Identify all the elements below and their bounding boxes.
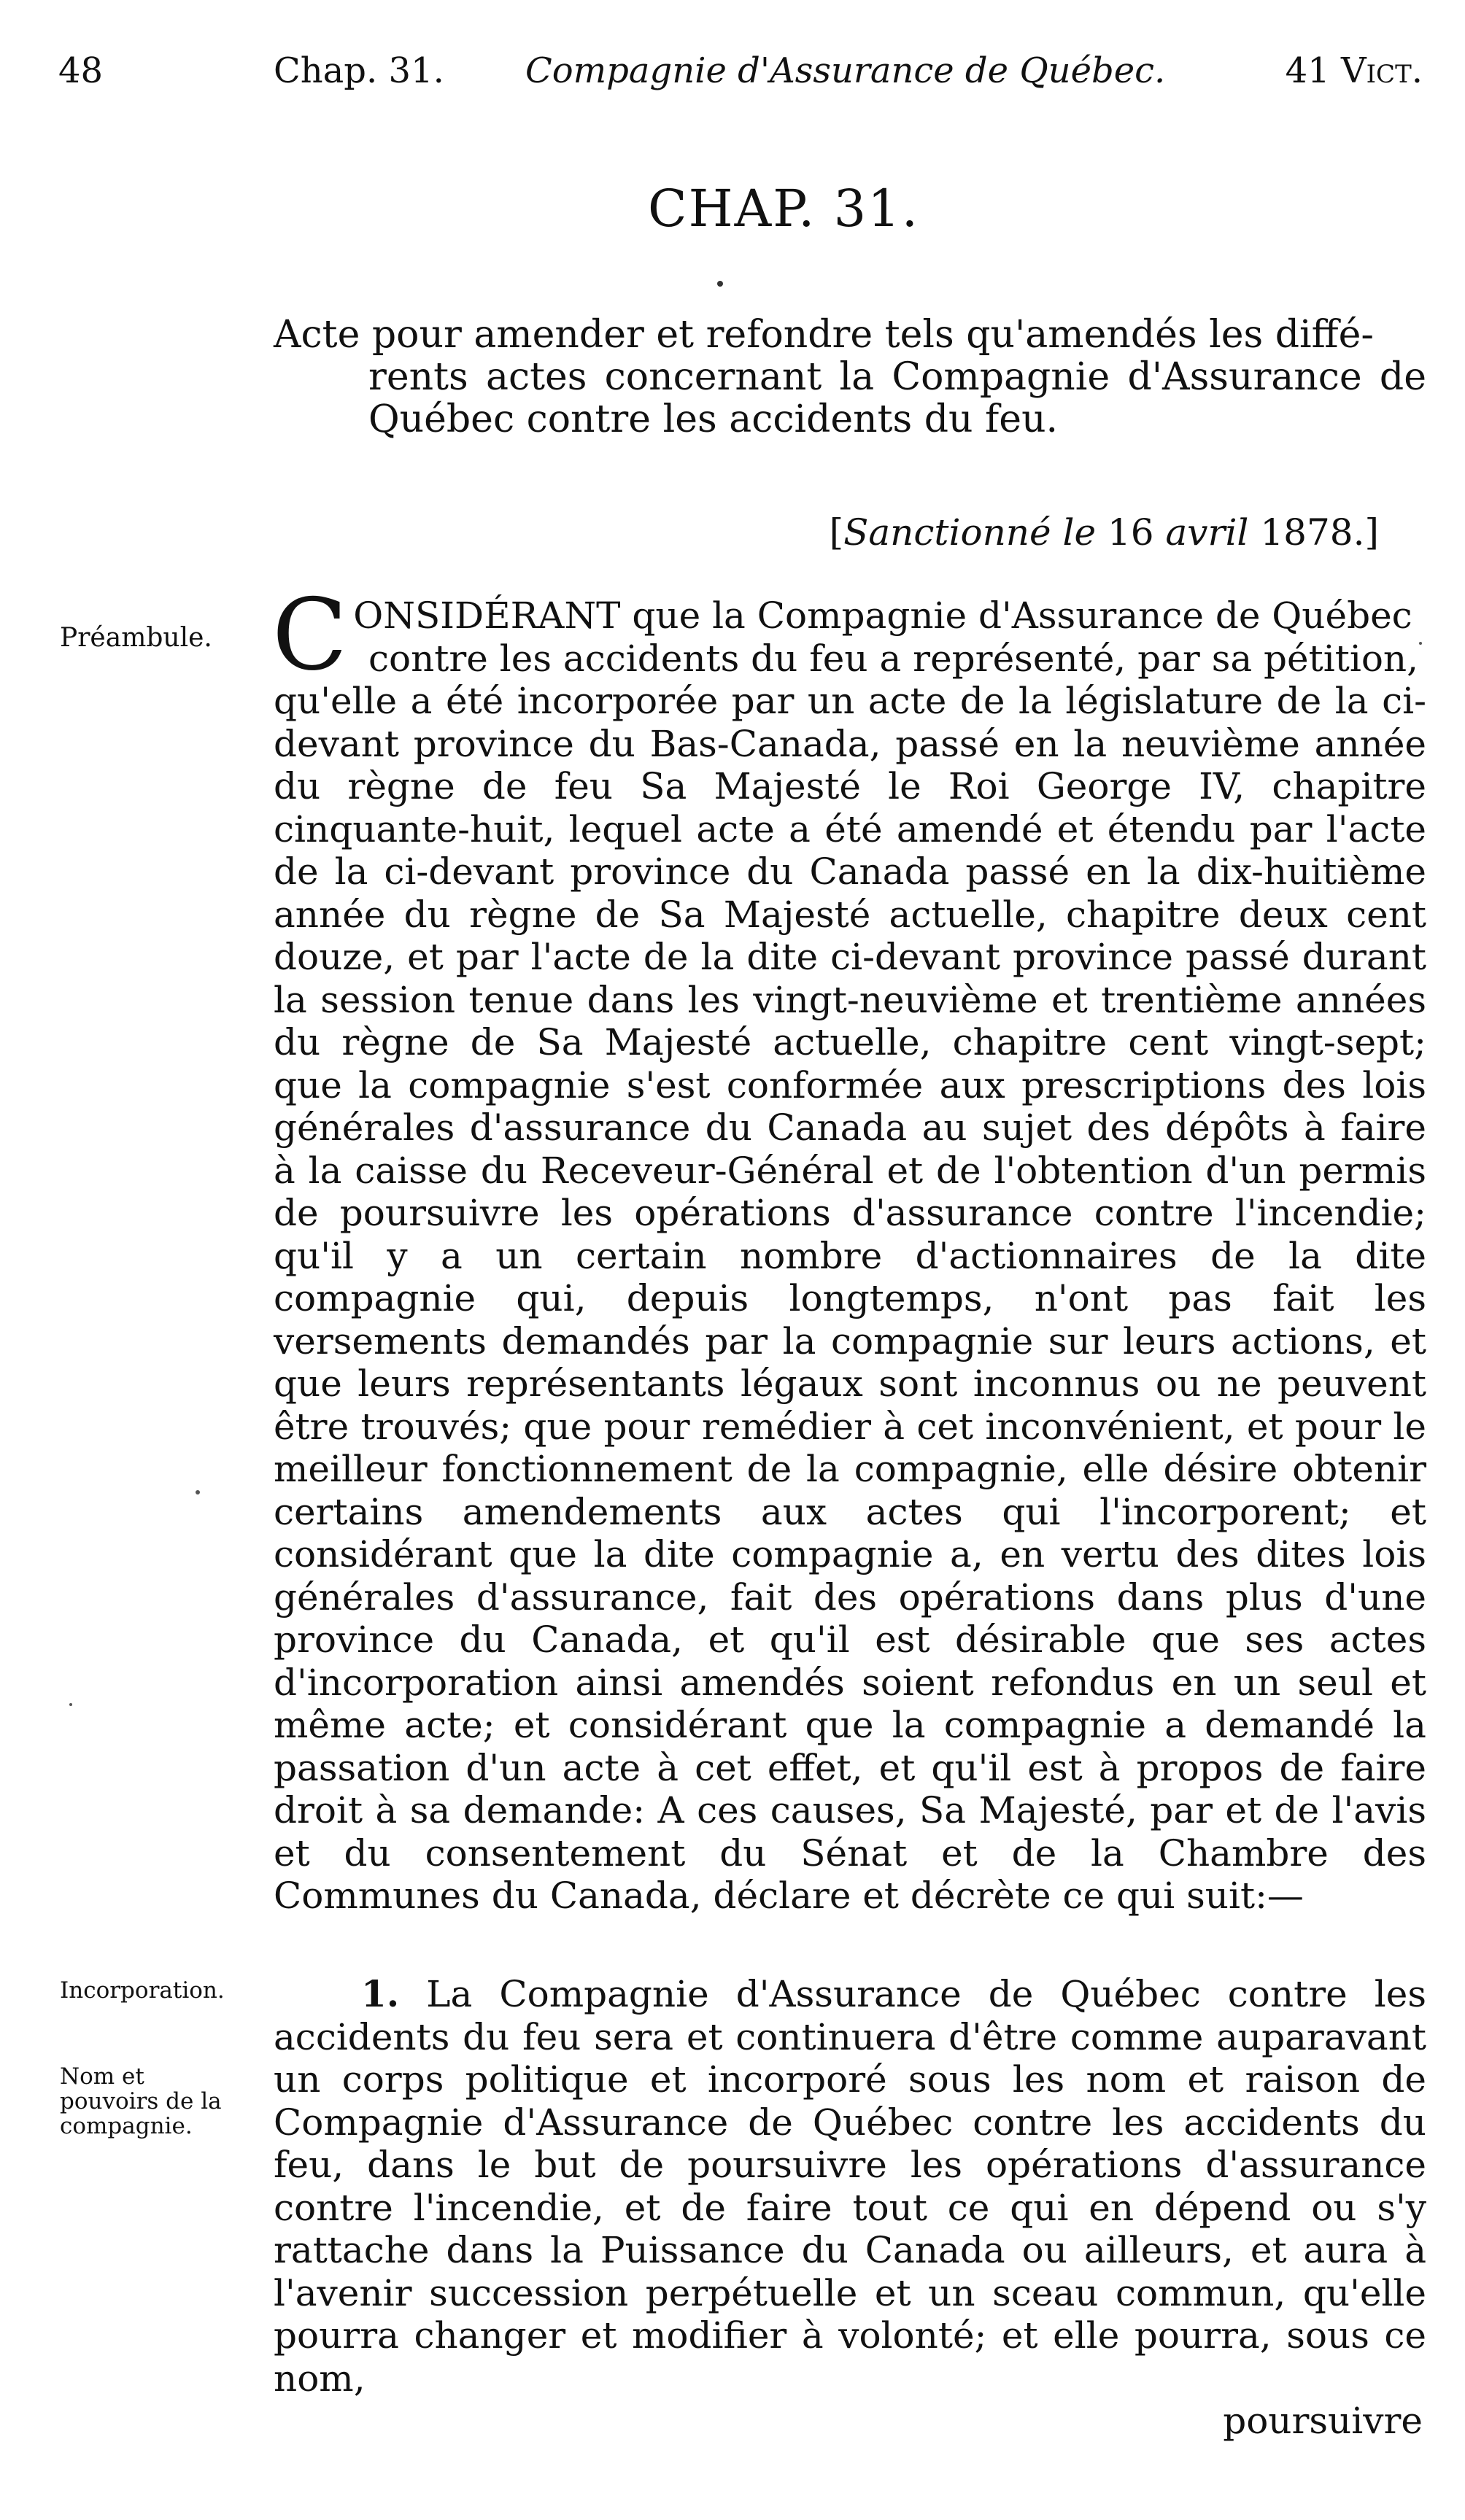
sanction-year: 1878.]	[1260, 511, 1379, 554]
preamble-paragraph	[272, 578, 1426, 1918]
section-1-paragraph	[274, 1973, 1426, 2400]
ink-speck	[196, 1490, 200, 1494]
margin-note-incorporation: Incorporation.	[60, 1977, 225, 2004]
sanction-bracket: [	[829, 511, 844, 554]
sanction-text: Sanctionné le	[843, 511, 1097, 554]
sanction-day: 16	[1107, 511, 1154, 554]
act-title-line2: rents actes concernant la Compagnie d'Assurance de Québec contre les accidents du feu.	[368, 355, 1426, 441]
act-title-line1: Acte pour amender et refondre tels qu'amendés les diffé-	[274, 313, 1374, 357]
margin-note-nom-pouvoirs: Nom et pouvoirs de la compagnie.	[60, 2063, 222, 2139]
regnal-year-number: 41	[1285, 50, 1330, 91]
ink-speck	[69, 1703, 72, 1706]
page-number: 48	[58, 50, 104, 91]
catchword: poursuivre	[1223, 2400, 1423, 2442]
section-1-text: La Compagnie d'Assurance de Québec contre les accidents du feu sera et continuera d'être comme auparavant un corps politique et incorporé sous les nom et raison de Compagnie d'Assurance de Québec contre les accidents du feu, dans le but de poursuivre les opérations d'assurance contre l'incendie, et de faire tout ce qui en dépend ou s'y rattache dans la Puissance du Canada ou ailleurs, et aura à l'avenir succession perpétuelle et un sceau commun, qu'elle pourra changer et modifier à volonté; et elle pourra, sous ce nom,	[274, 1973, 1426, 2400]
chapter-heading: CHAP. 31.	[648, 179, 919, 239]
margin-note-preambule: Préambule.	[60, 623, 212, 653]
sanction-month: avril	[1165, 511, 1249, 554]
preamble-first-words: ONSIDÉRANT que la Compagnie d'Assurance de Québec	[353, 594, 1412, 637]
act-title	[274, 314, 1426, 441]
header-running-title: Compagnie d'Assurance de Québec.	[525, 50, 1166, 91]
running-header	[58, 45, 1423, 96]
decorative-dot	[717, 281, 723, 287]
dropcap-letter: C	[272, 578, 348, 692]
regnal-label: Vict.	[1340, 50, 1423, 91]
sanction-date	[830, 511, 1379, 554]
header-regnal-year	[1286, 45, 1423, 96]
header-chapter: Chap. 31.	[274, 50, 444, 91]
section-number: 1.	[361, 1972, 400, 2015]
preamble-body: qu'elle a été incorporée par un acte de la législature de la ci-devant province du Bas-Canada, passé en la neuvième année du règne de feu Sa Majesté le Roi George IV, chapitre cinquante-huit, lequel acte a été amendé et étendu par l'acte de la ci-devant province du Canada passé en la dix-huitième année du règne de Sa Majesté actuelle, chapitre deux cent douze, et par l'acte de la dite ci-devant province passé durant la session tenue dans les vingt-neuvième et trentième années du règne de Sa Majesté actuelle, chapitre cent vingt-sept; que la compagnie s'est conformée aux prescriptions des lois générales d'assurance du Canada au sujet des dépôts à faire à la caisse du Receveur-Général et de l'obtention d'un permis de poursuivre les opérations d'assurance contre l'incendie; qu'il y a un certain nombre d'actionnaires de la dite compagnie qui, depuis longtemps, n'ont pas fait les versements demandés par la compagnie sur leurs actions, et que leurs représentants légaux sont inconnus ou ne peuvent être trouvés; que pour remédier à cet inconvénient, et pour le meilleur fonctionnement de la compagnie, elle désire obtenir certains amendements aux actes qui l'incorporent; et considérant que la dite compagnie a, en vertu des dites lois générales d'assurance, fait des opérations dans plus d'une province du Canada, et qu'il est désirable que ses actes d'incorporation ainsi amendés soient refondus en un seul et même acte; et considérant que la compagnie a demandé la passation d'un acte à cet effet, et qu'il est à propos de faire droit à sa demande: A ces causes, Sa Majesté, par et de l'avis et du consentement du Sénat et de la Chambre des Communes du Canada, déclare et décrète ce qui suit:—	[274, 680, 1426, 1917]
ink-speck	[1419, 642, 1422, 645]
preamble-line2: contre les accidents du feu a représenté, par sa pétition,	[368, 637, 1419, 680]
